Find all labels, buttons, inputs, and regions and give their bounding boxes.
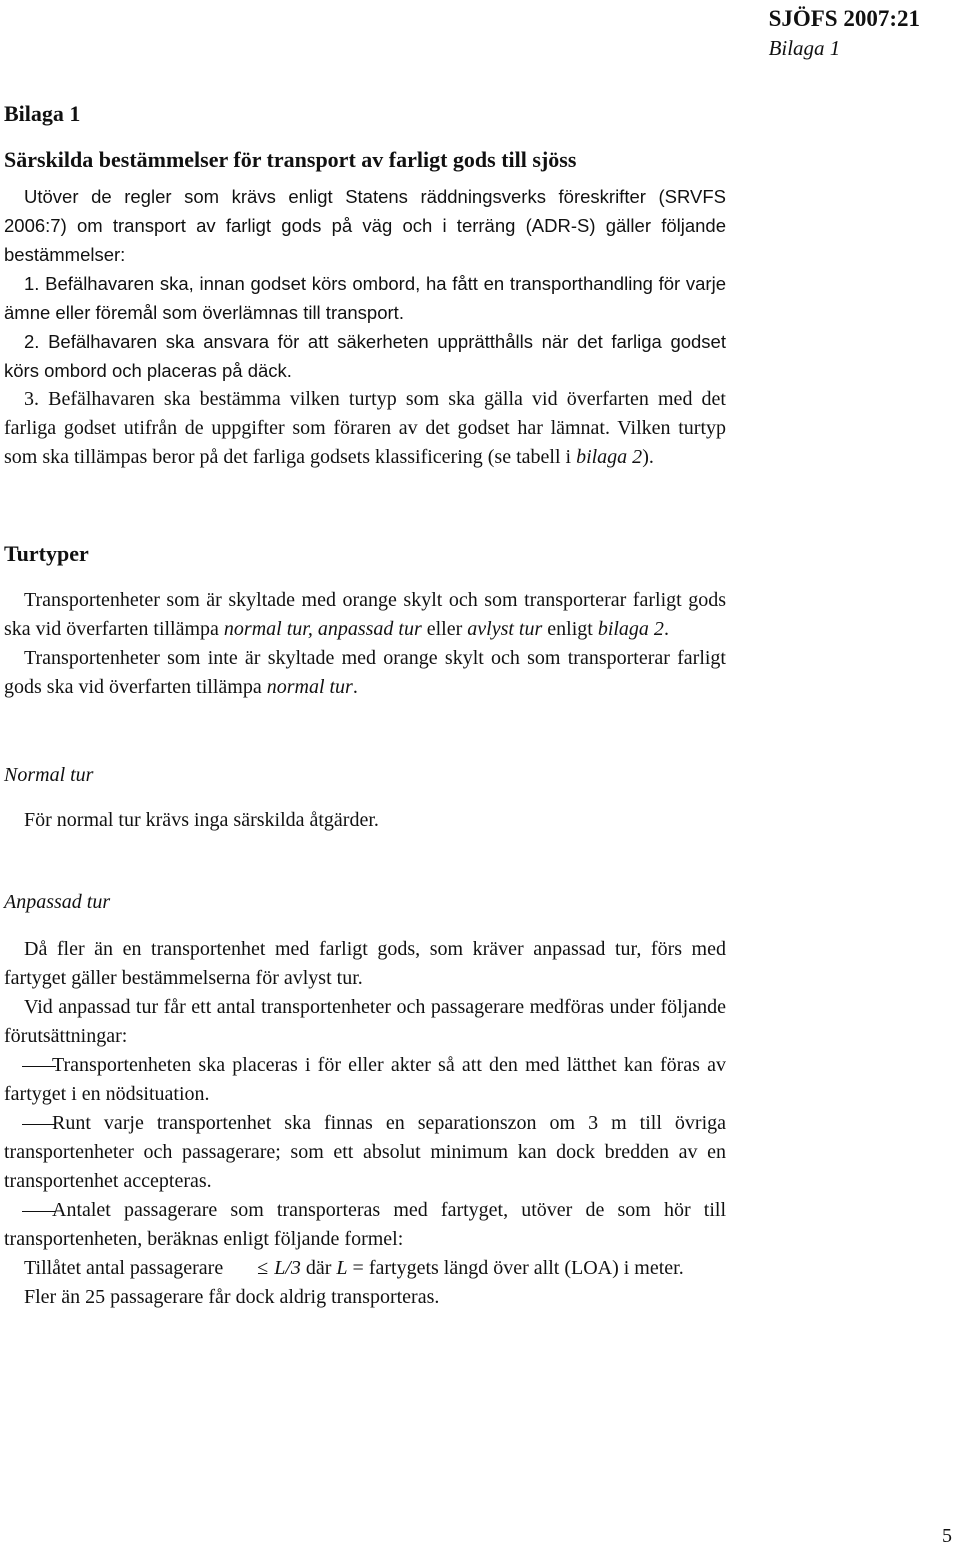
- anpassad-tur-heading: Anpassad tur: [4, 891, 111, 913]
- formula-label: Tillåtet antal passagerare: [24, 1257, 224, 1279]
- dash-mark: [4, 1109, 52, 1138]
- turtyper-p1-b: eller: [421, 618, 468, 640]
- main-content: [4, 98, 726, 1312]
- rule-item-1: 1. Befälhavaren ska, innan godset körs ombord, ha fått en transporthandling för varje ämne eller föremål som överlämnas till transport.: [4, 273, 726, 323]
- condition-item-3-text: Antalet passagerare som transporteras med fartyget, utöver de som hör till transportenheten, beräknas enligt följande formel:: [4, 1199, 726, 1250]
- rule-item-3-end: ).: [642, 446, 654, 468]
- formula-expression: L/3: [274, 1257, 301, 1279]
- less-or-equal-symbol: ≤: [257, 1257, 269, 1279]
- header-subtitle: Bilaga 1: [768, 36, 841, 60]
- formula-paragraph: [4, 1254, 726, 1283]
- rule-item-3-ref: bilaga 2: [576, 446, 643, 468]
- dash-mark: [4, 1196, 52, 1225]
- dash-mark: [4, 1051, 52, 1080]
- turtyper-p1-d: .: [663, 618, 669, 640]
- anpassad-paragraph-2: Vid anpassad tur får ett antal transportenheter och passagerare medföras under följande förutsättningar:: [4, 996, 726, 1047]
- turtyper-p2-a: Transportenheter som inte är skyltade med orange skylt och som transporterar farligt gods ska vid överfarten tillämpa: [4, 647, 726, 698]
- condition-item-1-text: Transportenheten ska placeras i för eller akter så att den med lätthet kan föras av fartyget i en nödsituation.: [4, 1054, 726, 1105]
- annex-title: Bilaga 1: [4, 101, 81, 126]
- main-heading: Särskilda bestämmelser för transport av farligt gods till sjöss: [4, 147, 577, 172]
- turtyper-paragraph-1: [4, 586, 726, 644]
- formula-variable-L: L: [336, 1257, 348, 1279]
- turtyper-p1-em1: normal tur, anpassad tur: [223, 618, 422, 640]
- turtyper-p2-em: normal tur: [266, 676, 353, 698]
- normal-tur-heading: Normal tur: [4, 764, 94, 786]
- page-number: 5: [942, 1525, 952, 1547]
- condition-item-1: [4, 1051, 726, 1109]
- turtyper-heading: Turtyper: [4, 541, 89, 566]
- turtyper-p1-a: Transportenheter som är skyltade med orange skylt och som transporterar farligt gods ska vid överfarten tillämpa: [4, 589, 726, 640]
- turtyper-p1-c: enligt: [542, 618, 598, 640]
- anpassad-paragraph-1: Då fler än en transportenhet med farligt gods, som kräver anpassad tur, förs med fartyget gäller bestämmelserna för avlyst tur.: [4, 938, 726, 989]
- turtyper-paragraph-2: [4, 644, 726, 702]
- header-code: SJÖFS 2007:21: [768, 6, 920, 31]
- condition-item-3: [4, 1196, 726, 1254]
- intro-paragraph: Utöver de regler som krävs enligt Statens räddningsverks föreskrifter (SRVFS 2006:7) om transport av farligt gods på väg och i terräng (ADR-S) gäller följande bestämmelser:: [4, 186, 726, 265]
- anpassad-last-paragraph: Fler än 25 passagerare får dock aldrig transporteras.: [24, 1286, 440, 1308]
- formula-text-c: = fartygets längd över allt (LOA) i meter.: [347, 1257, 684, 1279]
- turtyper-p1-em2: avlyst tur: [467, 618, 543, 640]
- rule-item-3-text: 3. Befälhavaren ska bestämma vilken turtyp som ska gälla vid överfarten med det farliga godset utifrån de uppgifter som föraren av det godset har lämnat. Vilken turtyp som ska tillämpas beror på det farliga godsets klassificering (se tabell i: [4, 388, 726, 468]
- normal-tur-text: För normal tur krävs inga särskilda åtgärder.: [24, 809, 379, 831]
- formula-text-b: där: [300, 1257, 337, 1279]
- rule-item-3: [4, 385, 726, 472]
- turtyper-p1-em3: bilaga 2: [597, 618, 664, 640]
- page-header: [769, 4, 920, 62]
- rule-item-2: 2. Befälhavaren ska ansvara för att säkerheten upprätthålls när det farliga godset körs ombord och placeras på däck.: [4, 331, 726, 381]
- turtyper-p2-b: .: [352, 676, 358, 698]
- condition-item-2: [4, 1109, 726, 1196]
- condition-item-2-text: Runt varje transportenhet ska finnas en separationszon om 3 m till övriga transportenheter och passagerare; som ett absolut minimum kan dock bredden av en transportenhet accepteras.: [4, 1112, 726, 1192]
